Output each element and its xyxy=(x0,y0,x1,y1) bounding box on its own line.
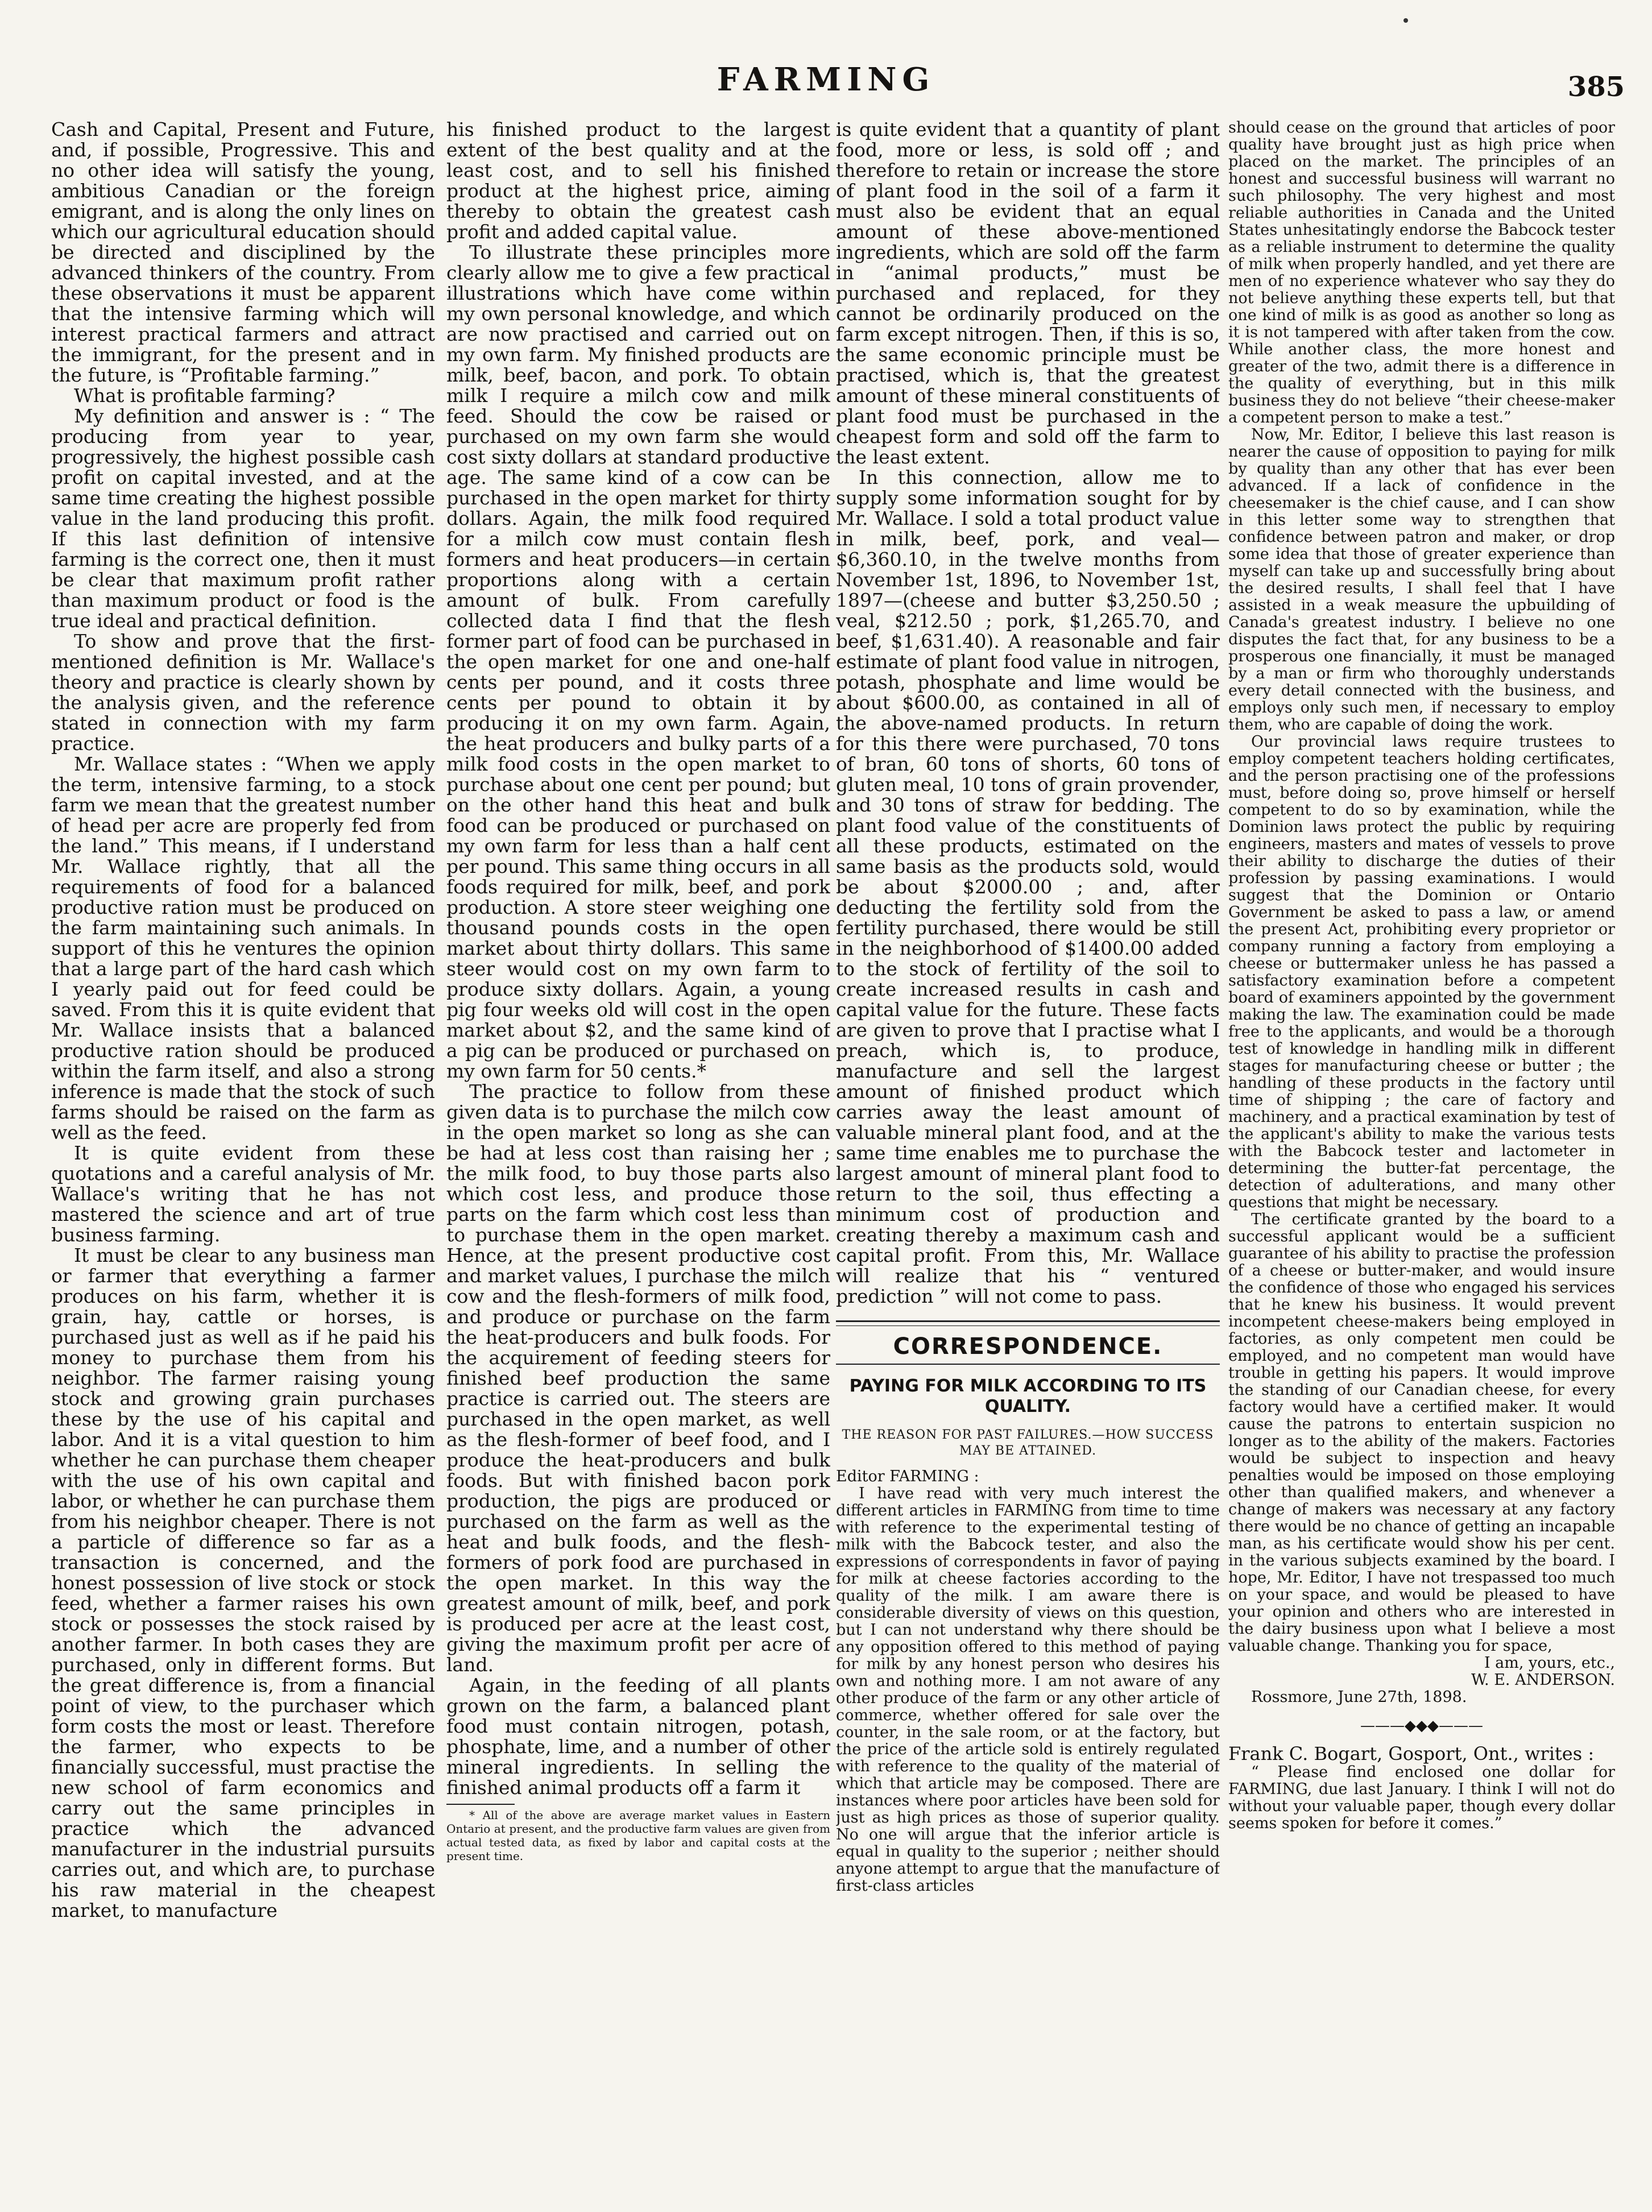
footnote: * All of the above are average market values in Eastern Ontario at present, and the productive farm values are given from actual tested data, as fixed by labor and capital costs at the present time. xyxy=(446,1808,830,1863)
paragraph: The certificate granted by the board to a successful applicant would be a sufficient guarantee of his ability to practise the profession of a cheese or butter-maker, and would insure the confidence of those who engaged his services that he knew his business. It would prevent incompetent cheese-makers being employed in factories, as only competent men could be employed, and no competent man would have trouble in getting his papers. It would improve the standing of our Canadian cheese, for every factory would have a certified maker. It would cause the patrons to entertain suspicion no longer as to the ability of the makers. Factories would be subject to inspection and heavy penalties would be imposed on those employing other than qualified makers, and whenever a change of makers was necessary at any factory there would be no chance of getting an incapable man, as his certificate would show his per cent. in the various subjects examined by the board. I hope, Mr. Editor, I have not trespassed too much on your space, and would be pleased to have your opinion and others who are interested in the dairy business upon what I believe a most valuable change. Thanking you for space, xyxy=(1228,1211,1615,1655)
article-headline: PAYING FOR MILK ACCORDING TO ITS QUALITY. xyxy=(849,1376,1207,1416)
paragraph: Cash and Capital, Present and Future, and, if possible, Progressive. This and no other idea will satisfy the young, ambitious Canadian or the foreign emigrant, and is along the only lines on which our agricultural education should be directed and disciplined by the advanced thinkers of the country. From these observations it must be apparent that the intensive farming which will interest practical farmers and attract the immigrant, for the present and in the future, is “Profitable farming.” xyxy=(51,119,435,386)
column-3 xyxy=(836,119,1220,2201)
article-subheadline: THE REASON FOR PAST FAILURES.—HOW SUCCESS MAY BE ATTAINED. xyxy=(842,1428,1214,1458)
paragraph: My definition and answer is : “ The producing from year to year, progressively, the highest possible cash profit on capital invested, and at the same time creating the highest possible value in the land producing this profit. If this last definition of intensive farming is the correct one, then it must be clear that maximum profit rather than maximum product or food is the true ideal and practical definition. xyxy=(51,405,435,632)
writer-line: Frank C. Bogart, Gosport, Ont., writes : xyxy=(1228,1743,1595,1764)
paragraph: Now, Mr. Editor, I believe this last reason is nearer the cause of opposition to paying for milk by quality than any other that has ever been advanced. If a lack of confidence in the cheesemaker is the chief cause, and I can show in this letter some way to strengthen that confidence between patron and maker, or drop some idea that those of greater experience than myself can take up and successfully bring about the desired results, I shall feel that I have assisted in a weak measure the upbuilding of Canada's greatest industry. I believe no one disputes the fact that, for any business to be a prosperous one financially, it must be managed by a man or firm who thoroughly understands every detail connected with the business, and employs only such men, if necessary to employ them, who are capable of doing the work. xyxy=(1228,426,1615,734)
column-2 xyxy=(446,119,830,2201)
paragraph: Again, in the feeding of all plants grown on the farm, a balanced plant food must contain nitrogen, potash, phosphate, lime, and a number of other mineral ingredients. In selling the finished animal products off a farm it xyxy=(446,1674,830,1799)
letter-place-date: Rossmore, June 27th, 1898. xyxy=(1251,1688,1467,1706)
section-divider xyxy=(836,1320,1220,1326)
publication-title: FARMING xyxy=(717,61,935,98)
salutation: Editor FARMING : xyxy=(836,1468,979,1485)
footnote-divider xyxy=(446,1804,515,1805)
page-number: 385 xyxy=(1567,71,1625,103)
paragraph: should cease on the ground that articles of poor quality have brought just as high price when placed on the market. The principles of an honest and successful business will warrant no such philosophy. The very highest and most reliable authorities in Canada and the United States unhesitatingly endorse the Babcock tester as a reliable instrument to determine the quality of milk when properly handled, and yet there are men of no experience whatever who say they do not believe anything these experts tell, but that one kind of milk is as good as another so long as it is not tampered with after taken from the cow. While another class, the more honest and greater of the two, admit there is a difference in the quality of everything, but in this milk business they do not believe “their cheese-maker a competent person to make a test.” xyxy=(1228,119,1615,426)
paragraph: is quite evident that a quantity of plant food, more or less, is sold off ; and therefore to retain or increase the store of plant food in the soil of a farm it must also be evident that an equal amount of these above-mentioned ingredients, which are sold off the farm in “animal products,” must be purchased and replaced, for they cannot be ordinarily produced on the farm except nitrogen. Then, if this is so, the same economic principle must be practised, which is, that the greatest amount of these mineral constituents of plant food must be purchased in the cheapest form and sold off the farm to the least extent. xyxy=(836,119,1220,468)
masthead xyxy=(0,54,1652,105)
heading-divider xyxy=(836,1364,1220,1365)
paragraph: To illustrate these principles more clearly allow me to give a few practical illustrations which have come within my own personal knowledge, and which are now practised and carried out on my own farm. My finished products are milk, beef, bacon, and pork. To obtain milk I require a milch cow and milk feed. Should the cow be raised or purchased on my own farm she would cost sixty dollars at standard productive age. The same kind of a cow can be purchased in the open market for thirty dollars. Again, the milk food required for a milch cow must contain flesh formers and heat producers—in certain proportions along with a certain amount of bulk. From carefully collected data I find that the flesh former part of food can be purchased in the open market for one and one-half cents per pound, and it costs three cents per pound to obtain it by producing it on my own farm. Again, the heat producers and bulky parts of a milk food costs in the open market to purchase about one cent per pound; but on the other hand this heat and bulk food can be produced or purchased on my own farm for less than a half cent per pound. This same thing occurs in all foods required for milk, beef, and pork production. A store steer weighing one thousand pounds costs in the open market about thirty dollars. This same steer would cost on my own farm to produce sixty dollars. Again, a young pig four weeks old will cost in the open market about $2, and the same kind of a pig can be produced or purchased on my own farm for 50 cents.* xyxy=(446,241,830,1082)
paragraph: his finished product to the largest extent of the best quality and at the least cost, and to sell his finished product at the highest price, aiming thereby to obtain the greatest cash profit and added capital value. xyxy=(446,119,830,243)
print-speck xyxy=(1403,18,1408,23)
paragraph: I have read with very much interest the different articles in FARMING from time to time with reference to the experimental testing of milk with the Babcock tester, and also the expressions of correspondents in favor of paying for milk at cheese factories according to the quality of the milk. I am aware there is considerable diversity of views on this question, but I can not understand why there should be any opposition offered to this method of paying for milk by any honest person who desires his own and nothing more. I am not aware of any other produce of the farm or any other article of commerce, whether offered for sale over the counter, in the sale room, or at the factory, but the price of the article sold is entirely regulated with reference to the quality of the material of which that article may be composed. There are instances where poor articles have been sold for just as high prices as those of superior quality. No one will argue that the inferior article is equal in quality to the superior ; neither should anyone attempt to argue that the manufacture of first-class articles xyxy=(836,1485,1220,1895)
paragraph: To show and prove that the first-mentioned definition is Mr. Wallace's theory and practice is clearly shown by the analysis given, and the reference stated in connection with my farm practice. xyxy=(51,630,435,755)
reader-quote: “ Please find enclosed one dollar for FARMING, due last January. I think I will not do without your valuable paper, though every dollar seems spoken for before it comes.” xyxy=(1228,1763,1615,1832)
paragraph: In this connection, allow me to supply some information sought for by Mr. Wallace. I sold a total product value in milk, beef, pork, and veal—$6,360.10, in the twelve months from November 1st, 1896, to November 1st, 1897—(cheese and butter $3,250.50 ; veal, $212.50 ; pork, $1,265.70, and beef, $1,631.40). A reasonable and fair estimate of plant food value in nitrogen, potash, phosphate and lime would be about $600.00, as contained in all of the above-named products. In return for this there were purchased, 70 tons of bran, 60 tons of shorts, 60 tons of gluten meal, 10 tons of grain provender, and 30 tons of straw for bedding. The plant food value of the constituents of all these products, estimated on the same basis as the products sold, would be about $2000.00 ; and, after deducting the fertility sold from the fertility purchased, there would be still in the neighborhood of $1400.00 added to the stock of fertility of the soil to create increased results in cash and capital value for the future. These facts are given to prove that I practise what I preach, which is, to produce, manufacture and sell the largest amount of finished product which carries away the least amount of valuable mineral plant food, and at the same time enables me to purchase the largest amount of mineral plant food to return to the soil, thus effecting a minimum cost of production and creating thereby a maximum cash and capital profit. From this, Mr. Wallace will realize that his “ ventured prediction ” will not come to pass. xyxy=(836,466,1220,1307)
paragraph: The practice to follow from these given data is to purchase the milch cow in the open market so long as she can be had at less cost than raising her ; the milk food, to buy those parts also which cost less, and produce those parts on the farm which cost less than to purchase them in the open market. Hence, at the present productive cost and market values, I purchase the milch cow and the flesh-formers of milk food, and produce or purchase on the farm the heat-producers and bulk foods. For the acquirement of feeding steers for finished beef production the same practice is carried out. The steers are purchased in the open market, as well as the flesh-former of beef food, and I produce the heat-producers and bulk foods. But with finished bacon pork production, the pigs are produced or purchased on the farm as well as the heat and bulk foods, and the flesh-formers of pork food are purchased in the open market. In this way the greatest amount of milk, beef, and pork is produced per acre at the least cost, giving the maximum profit per acre of land. xyxy=(446,1080,830,1676)
paragraph: What is profitable farming? xyxy=(74,384,336,407)
column-4 xyxy=(1228,119,1615,2201)
paragraph: It must be clear to any business man or farmer that everything a farmer produces on his farm, whether it is grain, hay, cattle or horses, is purchased just as well as if he paid his money to purchase them from his neighbor. The farmer raising young stock and growing grain purchases these by the use of his capital and labor. And it is a vital question to him whether he can purchase them cheaper with the use of his own capital and labor, or whether he can purchase them from his neighbor cheaper. There is not a particle of difference so far as a transaction is concerned, and the honest possession of live stock or stock feed, whether a farmer raises his own stock or possesses the stock raised by another farmer. In both cases they are purchased, only in different forms. But the great difference is, from a financial point of view, to the purchaser which form costs the most or least. Therefore the farmer, who expects to be financially successful, must practise the new school of farm economics and carry out the same principles in practice which the advanced manufacturer in the industrial pursuits carries out, and which are, to purchase his raw material in the cheapest market, to manufacture xyxy=(51,1244,435,1921)
paragraph: Our provincial laws require trustees to employ competent teachers holding certificates, and the person practising one of the professions must, before doing so, prove himself or herself competent to do so by examination, while the Dominion laws protect the public by requiring engineers, masters and mates of vessels to prove their ability to discharge the duties of their profession by passing examinations. I would suggest that the Dominion or Ontario Government be asked to pass a law, or amend the present Act, prohibiting every proprietor or company running a factory from employing a cheese or buttermaker unless he has passed a satisfactory examination before a competent board of examiners appointed by the government making the law. The examination could be made free to the applicants, and would be a thorough test of knowledge in handling milk in different stages for manufacturing cheese or butter ; the handling of these products in the factory until time of shipping ; the care of factory and machinery, and a practical examination by test of the applicant's ability to make the various tests with the Babcock tester and lactometer in determining the butter-fat percentage, the detection of adulterations, and many other questions that might be necessary. xyxy=(1228,733,1615,1211)
section-heading: CORRESPONDENCE. xyxy=(893,1333,1163,1360)
letter-signature: W. E. ANDERSON. xyxy=(1471,1671,1615,1689)
letter-closing: I am, yours, etc., xyxy=(1484,1654,1615,1672)
paragraph: It is quite evident from these quotations and a careful analysis of Mr. Wallace's writing that he has not mastered the science and art of true business farming. xyxy=(51,1142,435,1246)
column-1 xyxy=(51,119,435,2201)
ornament-divider: ———◆◆◆——— xyxy=(1360,1717,1483,1734)
paragraph: Mr. Wallace states : “When we apply the term, intensive farming, to a stock farm we mean that the greatest number of head per acre are properly fed from the land.” This means, if I understand Mr. Wallace rightly, that all the requirements of food for a balanced productive ration must be produced on the farm maintaining such animals. In support of this he ventures the opinion that a large part of the hard cash which I yearly paid out for feed could be saved. From this it is quite evident that Mr. Wallace insists that a balanced productive ration should be produced within the farm itself, and also a strong inference is made that the stock of such farms should be raised on the farm as well as the feed. xyxy=(51,753,435,1144)
